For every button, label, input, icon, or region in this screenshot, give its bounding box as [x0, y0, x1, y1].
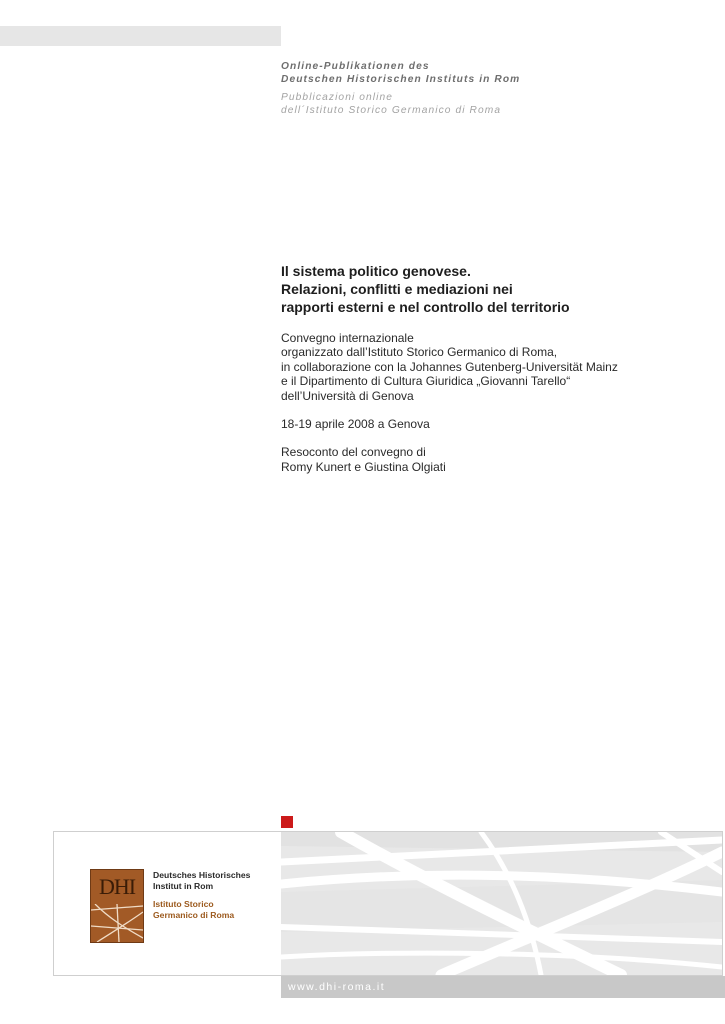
logo-pavement-lines-icon	[91, 904, 143, 942]
conference-line-3: in collaborazione con la Johannes Gutenberg-Universität Mainz	[281, 359, 618, 374]
institute-de-line-1: Deutsches Historisches	[153, 870, 251, 880]
red-accent-square	[281, 816, 293, 828]
conference-line-5: dell’Università di Genova	[281, 388, 414, 403]
title-line-1: Il sistema politico genovese.	[281, 263, 471, 279]
series-it-line-1: Pubblicazioni online	[281, 92, 394, 103]
institute-de-line-2: Institut in Rom	[153, 880, 214, 891]
report-line-2: Romy Kunert e Giustina Olgiati	[281, 459, 446, 474]
institute-it-line-1: Istituto Storico	[153, 899, 214, 910]
top-decorative-bar	[0, 26, 281, 46]
institute-it-line-2: Germanico di Roma	[153, 909, 235, 920]
conference-line-2: organizzato dall’Istituto Storico Germanico di Roma,	[281, 345, 558, 360]
document-title	[281, 262, 701, 316]
series-it-line-2: dell´Istituto Storico Germanico di Roma	[281, 105, 502, 116]
conference-date: 18-19 aprile 2008 a Genova	[281, 417, 430, 432]
url-bar	[281, 976, 725, 998]
report-line-1: Resoconto del convegno di	[281, 445, 426, 460]
website-link[interactable]: www.dhi-roma.it	[288, 981, 386, 993]
series-de-line-2: Deutschen Historischen Instituts in Rom	[281, 74, 521, 85]
title-line-3: rapporti esterni e nel controllo del territorio	[281, 299, 570, 315]
logo-text: DHI	[98, 874, 136, 899]
conference-line-4: e il Dipartimento di Cultura Giuridica „Giovanni Tarello“	[281, 374, 571, 389]
dhi-logo	[90, 869, 144, 943]
series-de-line-1: Online-Publikationen des	[281, 61, 430, 72]
institute-name	[153, 870, 293, 920]
document-body	[281, 331, 711, 474]
title-line-2: Relazioni, conflitti e mediazioni nei	[281, 281, 513, 297]
conference-line-1: Convegno internazionale	[281, 331, 414, 345]
footer-pavement-image	[281, 832, 722, 975]
series-header	[281, 60, 701, 117]
